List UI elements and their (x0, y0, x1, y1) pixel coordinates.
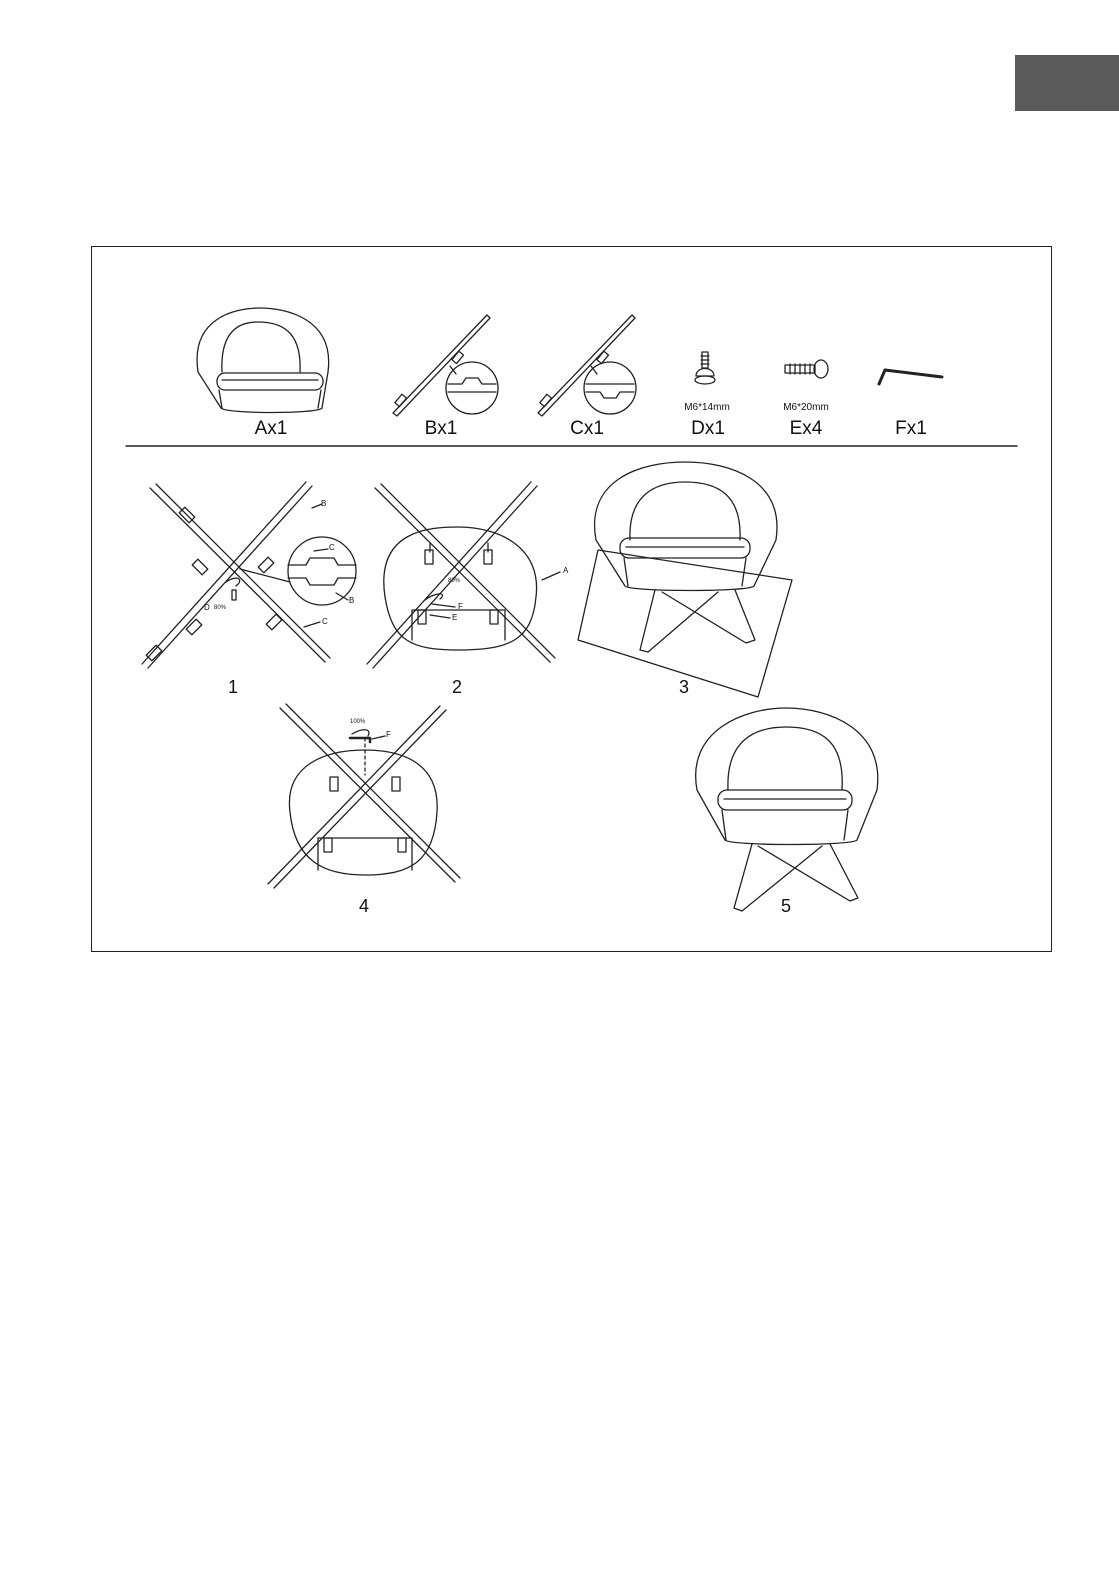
part-a-seat-shell (197, 308, 329, 413)
step-3-illustration (578, 462, 792, 697)
step-5-illustration (696, 708, 878, 911)
step-1-number: 1 (227, 677, 239, 697)
step-2-percent: 80% (448, 578, 461, 584)
part-e-bolt (785, 360, 828, 378)
step-4-number: 4 (358, 896, 370, 916)
step-4-percent: 100% (350, 719, 366, 725)
step-5-number: 5 (780, 896, 792, 916)
part-e-label: Ex4 (789, 418, 823, 439)
step-1-percent: 80% (214, 605, 227, 611)
step-1-callout-b: B (321, 499, 327, 508)
part-d-spec: M6*14mm (684, 402, 730, 413)
part-e-spec: M6*20mm (783, 402, 829, 413)
step-2-illustration (367, 482, 560, 668)
part-d-bolt (695, 352, 715, 384)
part-b-leg (393, 315, 498, 416)
step-1-callout-c-top: C (329, 543, 335, 552)
part-d-label: Dx1 (691, 418, 725, 439)
step-1-callout-c: C (322, 617, 328, 626)
step-1-callout-b-bottom: B (349, 596, 355, 605)
step-4-illustration (268, 704, 460, 888)
part-c-label: Cx1 (570, 418, 604, 439)
step-2-number: 2 (451, 677, 463, 697)
step-1-callout-d: D (204, 603, 210, 612)
part-f-allen-key (879, 370, 942, 384)
step-2-callout-a: A (563, 566, 569, 575)
step-2-callout-f: F (458, 602, 463, 611)
step-1-illustration (142, 482, 356, 668)
part-c-leg (538, 315, 636, 416)
part-b-label: Bx1 (424, 418, 458, 439)
step-4-callout-f: F (386, 730, 391, 739)
part-a-label: Ax1 (254, 418, 288, 439)
part-f-label: Fx1 (895, 418, 927, 439)
step-2-callout-e: E (452, 613, 458, 622)
step-3-number: 3 (678, 677, 690, 697)
